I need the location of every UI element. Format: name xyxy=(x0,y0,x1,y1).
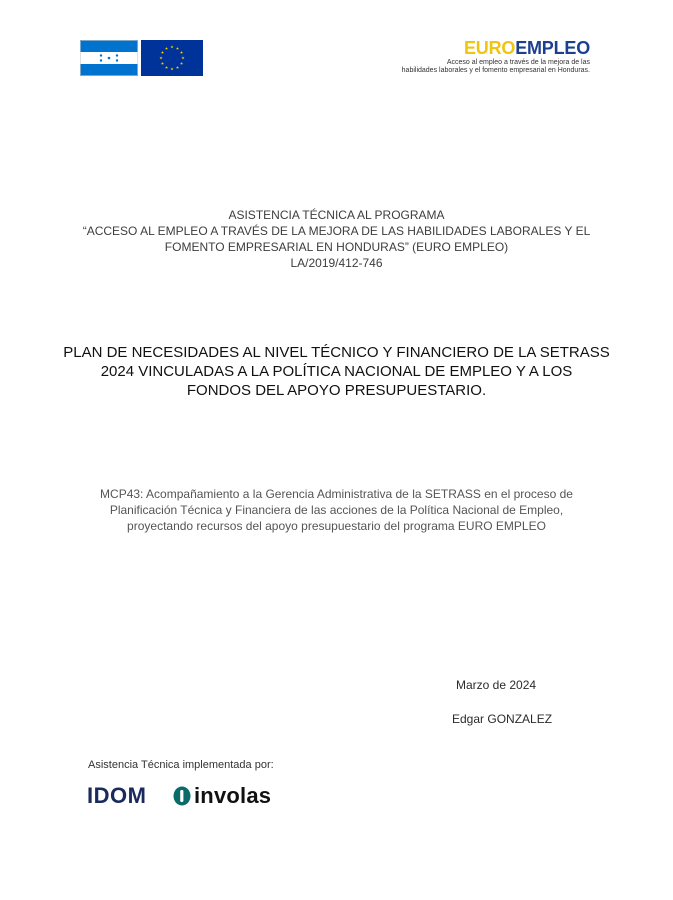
program-line-4: LA/2019/412-746 xyxy=(290,256,383,270)
euroempleo-wordmark xyxy=(390,38,590,58)
idom-logo: IDOM xyxy=(87,783,147,808)
title-line-2: 2024 VINCULADAS A LA POLÍTICA NACIONAL DE EMPLEO Y A LOS xyxy=(100,363,573,380)
euroempleo-euro-text: EURO xyxy=(463,38,516,58)
subtitle-line-1: MCP43: Acompañamiento a la Gerencia Administrativa de la SETRASS en el proceso de xyxy=(100,487,573,501)
euroempleo-tagline-line2: habilidades laborales y el fomento empresarial en Honduras. xyxy=(401,67,590,74)
document-author: Edgar GONZALEZ xyxy=(452,712,553,726)
title-line-3: FONDOS DEL APOYO PRESUPUESTARIO. xyxy=(186,382,487,399)
program-line-3: FOMENTO EMPRESARIAL EN HONDURAS” (EURO EMPLEO) xyxy=(164,240,509,254)
subtitle-line-3: proyectando recursos del apoyo presupuestario del programa EURO EMPLEO xyxy=(127,519,546,533)
program-header xyxy=(60,207,613,271)
title-line-1: PLAN DE NECESIDADES AL NIVEL TÉCNICO Y FINANCIERO DE LA SETRASS xyxy=(63,344,610,361)
eu-flag-icon xyxy=(141,40,203,76)
implemented-by-label: Asistencia Técnica implementada por: xyxy=(88,759,274,771)
involas-wordmark: involas xyxy=(194,783,272,808)
document-subtitle xyxy=(70,486,603,534)
euroempleo-tagline-line1: Acceso al empleo a través de la mejora de las xyxy=(446,59,590,66)
document-date: Marzo de 2024 xyxy=(456,678,537,692)
involas-mark-icon xyxy=(172,785,192,807)
involas-logo xyxy=(172,783,271,809)
document-title xyxy=(60,343,613,400)
euroempleo-tagline xyxy=(390,59,590,75)
euroempleo-logo xyxy=(390,38,590,75)
subtitle-line-2: Planificación Técnica y Financiera de las acciones de la Política Nacional de Empleo, xyxy=(109,503,564,517)
honduras-flag-icon xyxy=(80,40,138,76)
program-line-2: “ACCESO AL EMPLEO A TRAVÉS DE LA MEJORA DE LAS HABILIDADES LABORALES Y EL xyxy=(82,224,591,238)
program-line-1: ASISTENCIA TÉCNICA AL PROGRAMA xyxy=(228,208,445,222)
euroempleo-empleo-text: EMPLEO xyxy=(515,38,590,58)
